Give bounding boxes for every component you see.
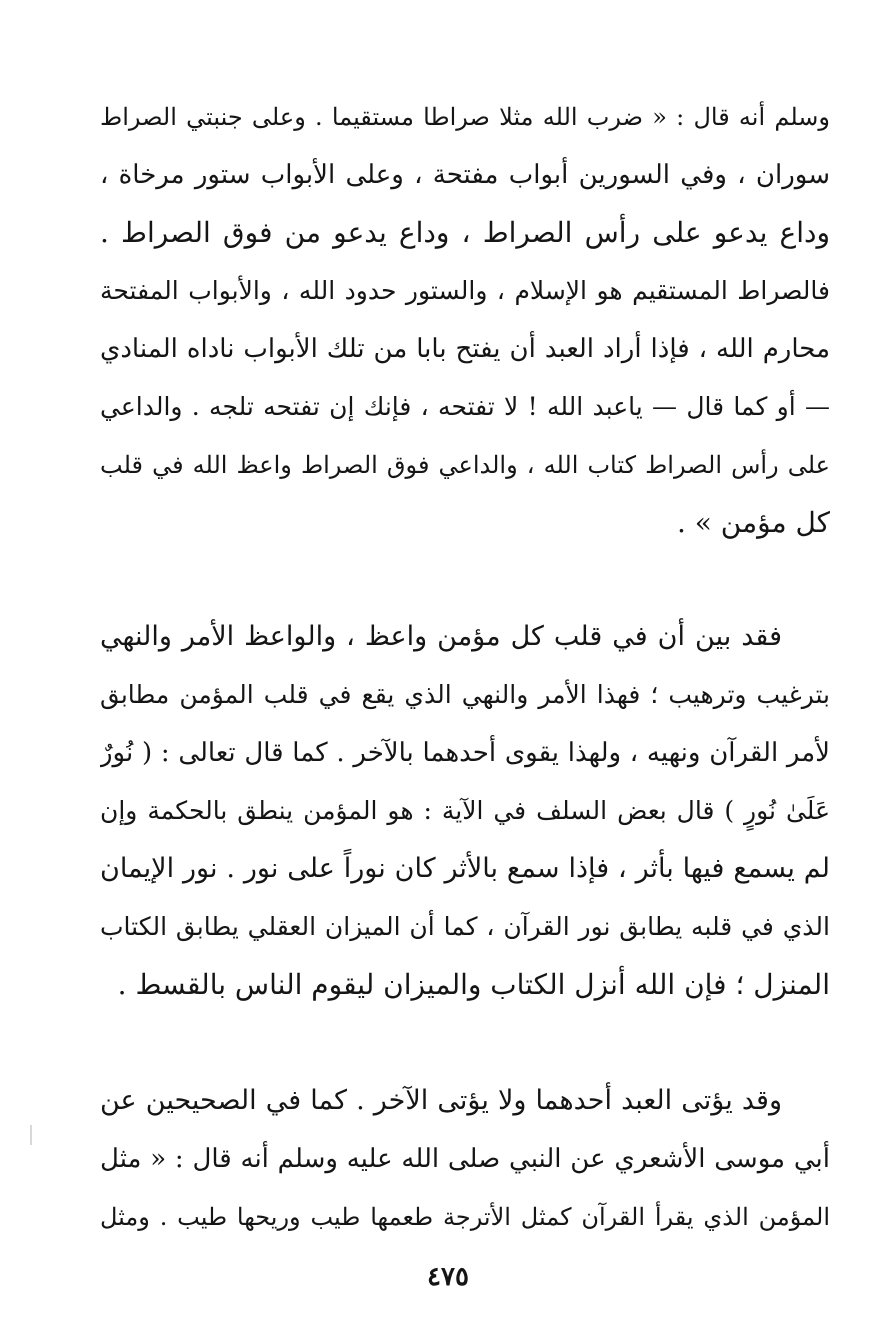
paragraph-1 (100, 88, 830, 552)
text-line: وقد يؤتى العبد أحدهما ولا يؤتى الآخر . كما في الصحيحين عن (100, 1085, 782, 1116)
text-line: أبي موسى الأشعري عن النبي صلى الله عليه وسلم أنه قال : « مثل (100, 1144, 830, 1174)
text-line: لم يسمع فيها بأثر ، فإذا سمع بالأثر كان نوراً على نور . نور الإيمان (100, 853, 830, 884)
paragraph-2 (100, 608, 830, 1014)
text-line: الذي في قلبه يطابق نور القرآن ، كما أن الميزان العقلي يطابق الكتاب (100, 912, 830, 941)
text-line: بترغيب وترهيب ؛ فهذا الأمر والنهي الذي يقع في قلب المؤمن مطابق (100, 680, 830, 709)
text-line: فقد بين أن في قلب كل مؤمن واعظ ، والواعظ الأمر والنهي (100, 621, 782, 652)
text-line: وسلم أنه قال : « ضرب الله مثلا صراطا مستقيما . وعلى جنبتي الصراط (100, 103, 830, 131)
scan-mark (30, 1125, 32, 1145)
text-line: المنزل ؛ فإن الله أنزل الكتاب والميزان ليقوم الناس بالقسط . (117, 968, 830, 1001)
text-line: محارم الله ، فإذا أراد العبد أن يفتح بابا من تلك الأبواب ناداه المنادي (100, 334, 830, 364)
text-line: المؤمن الذي يقرأ القرآن كمثل الأترجة طعمها طيب وريحها طيب . ومثل (100, 1203, 830, 1231)
text-line: فالصراط المستقيم هو الإسلام ، والستور حدود الله ، والأبواب المفتحة (100, 276, 830, 305)
text-line: لأمر القرآن ونهيه ، ولهذا يقوى أحدهما بالآخر . كما قال تعالى : ( نُورٌ (100, 738, 830, 768)
paragraph-3 (100, 1072, 830, 1246)
text-line: كل مؤمن » . (676, 506, 830, 539)
text-line: — أو كما قال — ياعبد الله ! لا تفتحه ، فإنك إن تفتحه تلجه . والداعي (100, 392, 830, 421)
text-line: سوران ، وفي السورين أبواب مفتحة ، وعلى الأبواب ستور مرخاة ، (100, 160, 830, 190)
page-number: ٤٧٥ (427, 1262, 469, 1292)
text-line: عَلَىٰ نُورٍ ) قال بعض السلف في الآية : هو المؤمن ينطق بالحكمة وإن (100, 796, 830, 825)
text-line: وداع يدعو على رأس الصراط ، وداع يدعو من فوق الصراط . (100, 216, 830, 249)
text-line: على رأس الصراط كتاب الله ، والداعي فوق الصراط واعظ الله في قلب (100, 451, 830, 479)
